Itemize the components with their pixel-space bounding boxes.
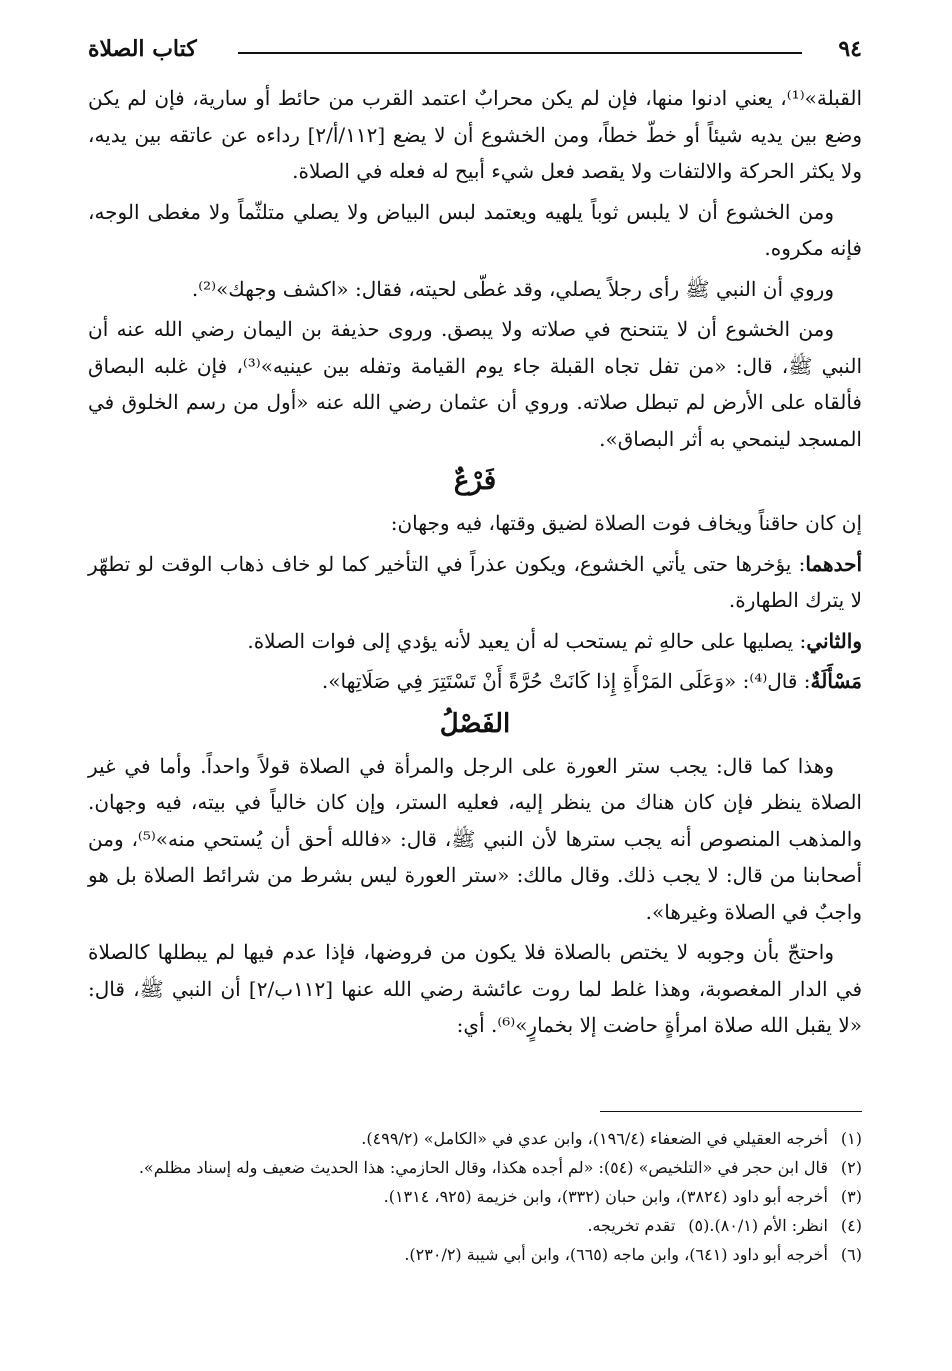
paragraph-7-text: : يصليها على حالهِ ثم يستحب له أن يعيد لأنه يؤدي إلى فوات الصلاة. [247,628,807,653]
footnote-1-text: أخرجه العقيلي في الضعفاء (١٩٦/٤)، وابن عدي في «الكامل» (٤٩٩/٢). [361,1129,828,1148]
paragraph-6-lead: أحدهما [805,551,862,576]
paragraph-8 [88,663,862,700]
paragraph-7 [88,623,862,660]
header-rule [238,52,802,54]
main-text [88,80,862,1048]
footnote-4-5-row [88,1211,862,1240]
footnote-6 [88,1240,862,1269]
paragraph-5: إن كان حاقناً ويخاف فوت الصلاة لضيق وقتها، فيه وجهان: [390,511,862,535]
section-heading-fasl: الفَصْلُ [439,708,511,739]
page-header [88,36,862,76]
footnote-4 [709,1211,862,1240]
paragraph-6-text: : يؤخرها حتى يأتي الخشوع، ويكون عذراً في التأخير كما لو خاف ذهاب الوقت لو تطهّر لا يترك الطهارة. [88,551,862,612]
paragraph-9: وهذا كما قال: يجب ستر العورة على الرجل والمرأة في الصلاة قولاً واحداً. وأما في غير الصلاة ينظر فإن كان هناك من ينظر إليه، فعليه الستر، وإن كان خالياً في بيته، فيه وجهان. والمذهب المنصوص أنه يجب سترها لأن النبي ﷺ، قال: «فالله أحق أن يُستحي منه»⁽⁵⁾، ومن أصحابنا من قال: لا يجب ذلك. وقال مالك: «ستر العورة ليس بشرط من شرائط الصلاة بل هو واجبٌ في الصلاة وغيرها». [88,753,862,924]
paragraph-1: القبلة»⁽¹⁾، يعني ادنوا منها، فإن لم يكن محرابٌ اعتمد القرب من حائط أو سارية، فإن لم يكن وضع بين يديه شيئاً أو خطّ خطاً، ومن الخشوع أن لا يضع [١١٢/أ/٢] رداءه عن عاتقه بين يديه، ولا يكثر الحركة والالتفات ولا يقصد فعل شيء أبيح له فعله في الصلاة. [88,86,862,183]
footnote-4-number: (٤) [840,1216,862,1235]
footnote-2 [88,1153,862,1182]
footnote-divider [600,1111,862,1112]
paragraph-7-lead: والثاني [806,628,862,653]
footnote-1-number: (١) [840,1129,862,1148]
paragraph-3: وروي أن النبي ﷺ رأى رجلاً يصلي، وقد غطّى لحيته، فقال: «اكشف وجهك»⁽²⁾. [191,276,834,301]
section-heading-far: فَرْعٌ [453,466,497,496]
footnote-5 [587,1211,709,1240]
paragraph-8-lead: مَسْأَلَةٌ [810,669,862,693]
footnote-4-text: انظر: الأم (٨٠/١). [709,1216,828,1235]
footnote-5-number: (٥) [688,1216,710,1235]
paragraph-4: ومن الخشوع أن لا يتنحنح في صلاته ولا يبصق. وروى حذيفة بن اليمان رضي الله عنه أن النبي ﷺ، قال: «من تفل تجاه القبلة جاء يوم القيامة وتفله بين عينيه»⁽³⁾، فإن غلبه البصاق فألقاه على الأرض لم تبطل صلاته. وروي أن عثمان رضي الله عنه «أول من رسم الخلوق في المسجد لينمحي به أثر البصاق». [88,317,862,451]
book-title: كتاب الصلاة [88,36,197,62]
paragraph-10: واحتجّ بأن وجوبه لا يختص بالصلاة فلا يكون من فروضها، فإذا عدم فيها لم يبطلها كالصلاة في الدار المغصوبة، وهذا غلط لما روت عائشة رضي الله عنها [١١٢ب/٢] أن النبي ﷺ، قال: «لا يقبل الله صلاة امرأةٍ حاضت إلا بخمارٍ»⁽⁶⁾. أي: [88,940,863,1037]
footnote-6-number: (٦) [840,1245,862,1264]
footnote-2-number: (٢) [840,1158,862,1177]
footnote-1 [88,1124,862,1153]
footnotes [88,1124,862,1269]
footnote-3-number: (٣) [840,1187,862,1206]
footnote-3-text: أخرجه أبو داود (٣٨٢٤)، وابن حبان (٣٣٢)، وابن خزيمة (٩٢٥، ١٣١٤). [383,1187,828,1206]
paragraph-6 [88,546,862,619]
paragraph-8-text: : قال⁽⁴⁾: «وَعَلَى المَرْأَةِ إِذا كَانَتْ حُرَّةً أَنْ تَسْتَتِرَ فِي صَلَاتِها». [321,669,811,693]
footnote-5-text: تقدم تخريجه. [587,1216,676,1235]
footnote-2-text: قال ابن حجر في «التلخيص» (٥٤): «لم أجده هكذا، وقال الحازمي: هذا الحديث ضعيف وله إسناد مظلم». [138,1158,828,1177]
paragraph-2: ومن الخشوع أن لا يلبس ثوباً يلهيه ويعتمد لبس البياض ولا يصلي متلثّماً ولا مغطى الوجه، فإنه مكروه. [88,199,862,260]
page-number: ٩٤ [838,36,862,62]
footnote-6-text: أخرجه أبو داود (٦٤١)، وابن ماجه (٦٦٥)، وابن أبي شيبة (٢٣٠/٢). [404,1245,828,1264]
footnote-3 [88,1182,862,1211]
